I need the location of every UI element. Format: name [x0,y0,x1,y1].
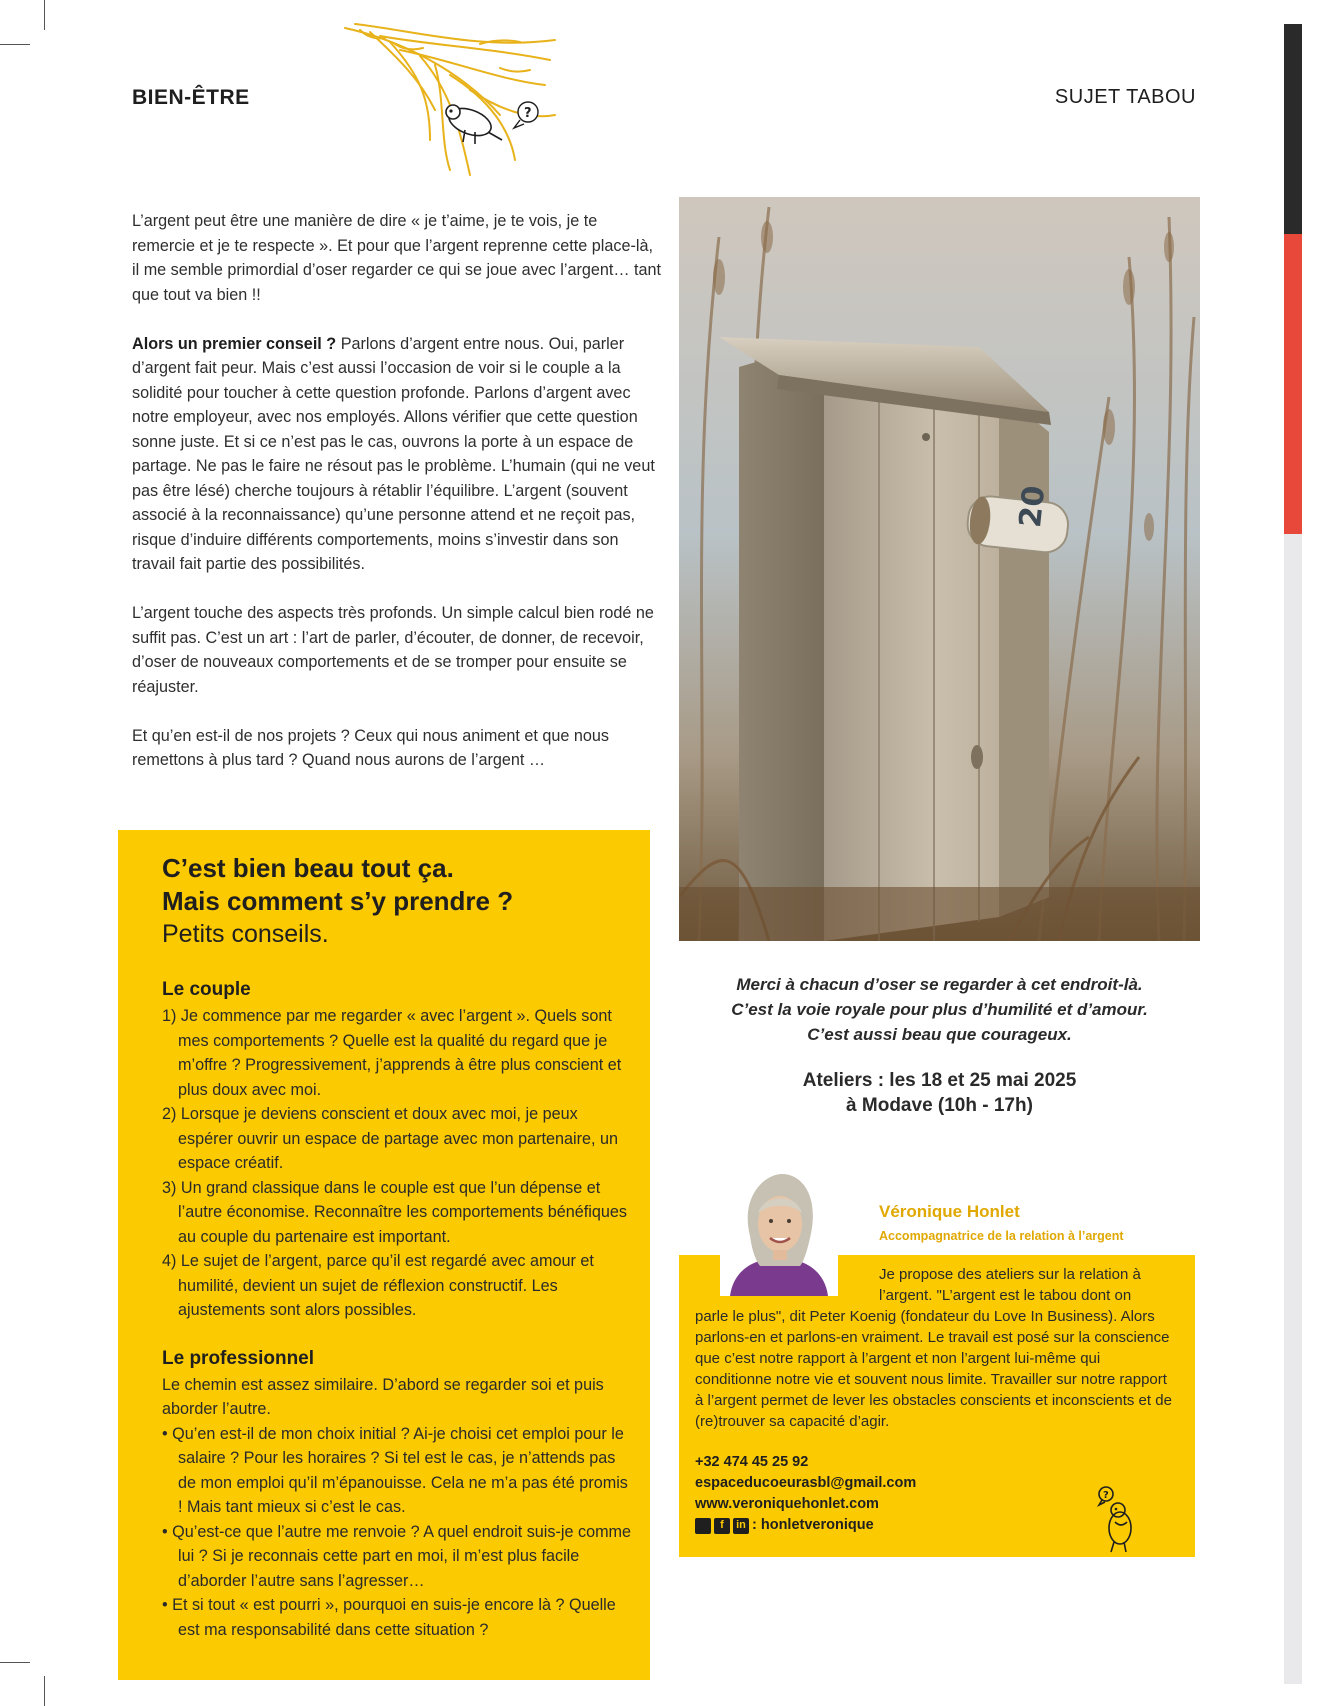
article-paragraph [132,332,662,577]
list-item: • Et si tout « est pourri », pourquoi en suis-je encore là ? Quelle est ma responsabilité dans cette situation ? [162,1596,616,1639]
closing-quote [679,972,1200,1047]
workshop-dates [679,1068,1200,1118]
crop-mark [44,1676,45,1706]
list-item: • Qu’en est-il de mon choix initial ? Ai-je choisi cet emploi pour le salaire ? Pour les horaires ? Si tel est le cas, je n’attends pas de mon emploi qu’il m’épanouisse. Cela ne m’a pas été promis ! Mais tant mieux si c’est le cas. [162,1424,628,1516]
quote-line: C’est aussi beau que courageux. [807,1025,1072,1044]
crop-mark [44,0,45,30]
email-link[interactable]: espaceducoeurasbl@gmail.com [695,1475,917,1491]
page-edge-strip-red [1284,234,1302,534]
svg-text:?: ? [1103,1490,1109,1501]
list-item: • Qu’est-ce que l’autre me renvoie ? A quel endroit suis-je comme lui ? Si je reconnais cette part en moi, il m’est plus facile d’aborder l’autre sans l’agresser… [162,1522,632,1590]
professional-title: Le professionnel [162,1347,315,1369]
article-paragraph: L’argent peut être une manière de dire « je t’aime, je te vois, je te remercie et je te respecte ». Et pour que l’argent reprenne cette place-là, il me semble primordial d’oser regarder ce qui se joue avec l’argent… tant que tout va bien !! [132,212,662,304]
bio-rest: parle le plus", dit Peter Koenig (fondateur du Love In Business). Alors parlons-en et parlons-en vraiment. Le travail est posé sur la conscience que c’est notre rapport à l’argent et non l’argent lui-même qui conditionne notre vie et souvent nous limite. Travailler sur notre rapport à l’argent permet de lever les obstacles conscients et inconscients et de (re)trouver sa capacité d’agir. [695,1308,1172,1430]
list-item: 2) Lorsque je deviens conscient et doux avec moi, je peux espérer ouvrir un espace de partage avec mon partenaire, un espace créatif. [162,1105,619,1172]
list-item: 1) Je commence par me regarder « avec l’argent ». Quels sont mes comportements ? Quelle est la qualité du regard que je m’offre ? Progressivement, j’apprends à être plus conscient et plus doux avec moi. [162,1007,622,1099]
professional-intro: Le chemin est assez similaire. D’abord se regarder soi et puis aborder l’autre. [162,1375,604,1418]
crop-mark [0,44,30,45]
first-advice-text: Parlons d’argent entre nous. Oui, parler d’argent fait peur. Mais c’est aussi l’occasion de voir si le couple a la solidité pour toucher à cette question profonde. Parlons d’argent avec notre employeur, avec nos employés. Allons vérifier que cette question sonne juste. Et si ce n’est pas le cas, ouvrons la porte à un espace de partage. Ne pas le faire ne résout pas le problème. L’humain (qui ne veut pas être lésé) cherche toujours à rétablir l’équilibre. L’argent (souvent associé à la reconnaissance) qu’une personne attend et ne reçoit pas, risque d’induire différents comportements, moins s’investir dans son travail fait partie des possibilités. [132,334,655,573]
quote-line: Merci à chacun d’oser se regarder à cet endroit-là. [736,975,1143,994]
author-bio-text [695,1264,1175,1432]
website-link[interactable]: www.veroniquehonlet.com [695,1496,879,1512]
social-handle[interactable]: : honletveronique [752,1517,874,1533]
facebook-icon[interactable]: f [714,1518,730,1534]
section-label: BIEN-ÊTRE [132,86,250,109]
phone-number[interactable]: +32 474 45 25 92 [695,1454,809,1470]
workshop-location: à Modave (10h - 17h) [846,1095,1033,1116]
contact-details [695,1452,916,1536]
topic-label: SUJET TABOU [1054,86,1196,108]
professional-list [162,1422,632,1643]
article-paragraph: Et qu’en est-il de nos projets ? Ceux qui nous animent et que nous remettons à plus tard ? Quand nous aurons de l’argent … [132,726,609,769]
author-name: Véronique Honlet [879,1202,1020,1221]
article-paragraph: L’argent touche des aspects très profonds. Un simple calcul bien rodé ne suffit pas. C’est un art : l’art de parler, d’écouter, de donner, de recevoir, d’oser de nouveaux comportements et de se tromper pour ensuite se réajuster. [132,604,654,696]
instagram-icon[interactable] [695,1518,711,1534]
quote-line: C’est la voie royale pour plus d’humilité et d’amour. [731,1000,1148,1019]
list-item: 3) Un grand classique dans le couple est que l’un dépense et l’autre économise. Reconnaître les comportements bénéfiques au couple du partenaire est important. [162,1178,627,1246]
advice-heading-line1: C’est bien beau tout ça. [162,853,454,883]
linkedin-icon[interactable]: in [733,1518,749,1534]
bio-lead: Je propose des ateliers sur la relation à l’argent. "L’argent est le tabou dont on [879,1266,1141,1304]
couple-title: Le couple [162,979,251,1000]
first-advice-lead: Alors un premier conseil ? [132,334,337,353]
social-links [695,1515,916,1536]
advice-subheading: Petits conseils. [162,920,329,948]
crop-mark [0,1662,30,1663]
advice-box [118,830,650,1680]
small-bird-illustration [1094,1484,1138,1554]
advice-content [162,852,632,1666]
banknote-label: 20 [1013,484,1053,530]
advice-heading-line2: Mais comment s’y prendre ? [162,886,514,916]
workshop-line: Ateliers : les 18 et 25 mai 2025 [802,1070,1077,1091]
couple-list [162,1004,632,1323]
branch-bird-illustration [340,20,570,180]
svg-text:?: ? [524,106,532,121]
page-edge-strip-dark [1284,24,1302,234]
list-item: 4) Le sujet de l’argent, parce qu’il est regardé avec amour et humilité, devient un sujet de réflexion constructif. Les ajustements sont alors possibles. [162,1252,594,1319]
article-body [132,209,662,797]
author-role: Accompagnatrice de la relation à l’argent [879,1229,1124,1243]
birdhouse-photo [679,197,1200,941]
